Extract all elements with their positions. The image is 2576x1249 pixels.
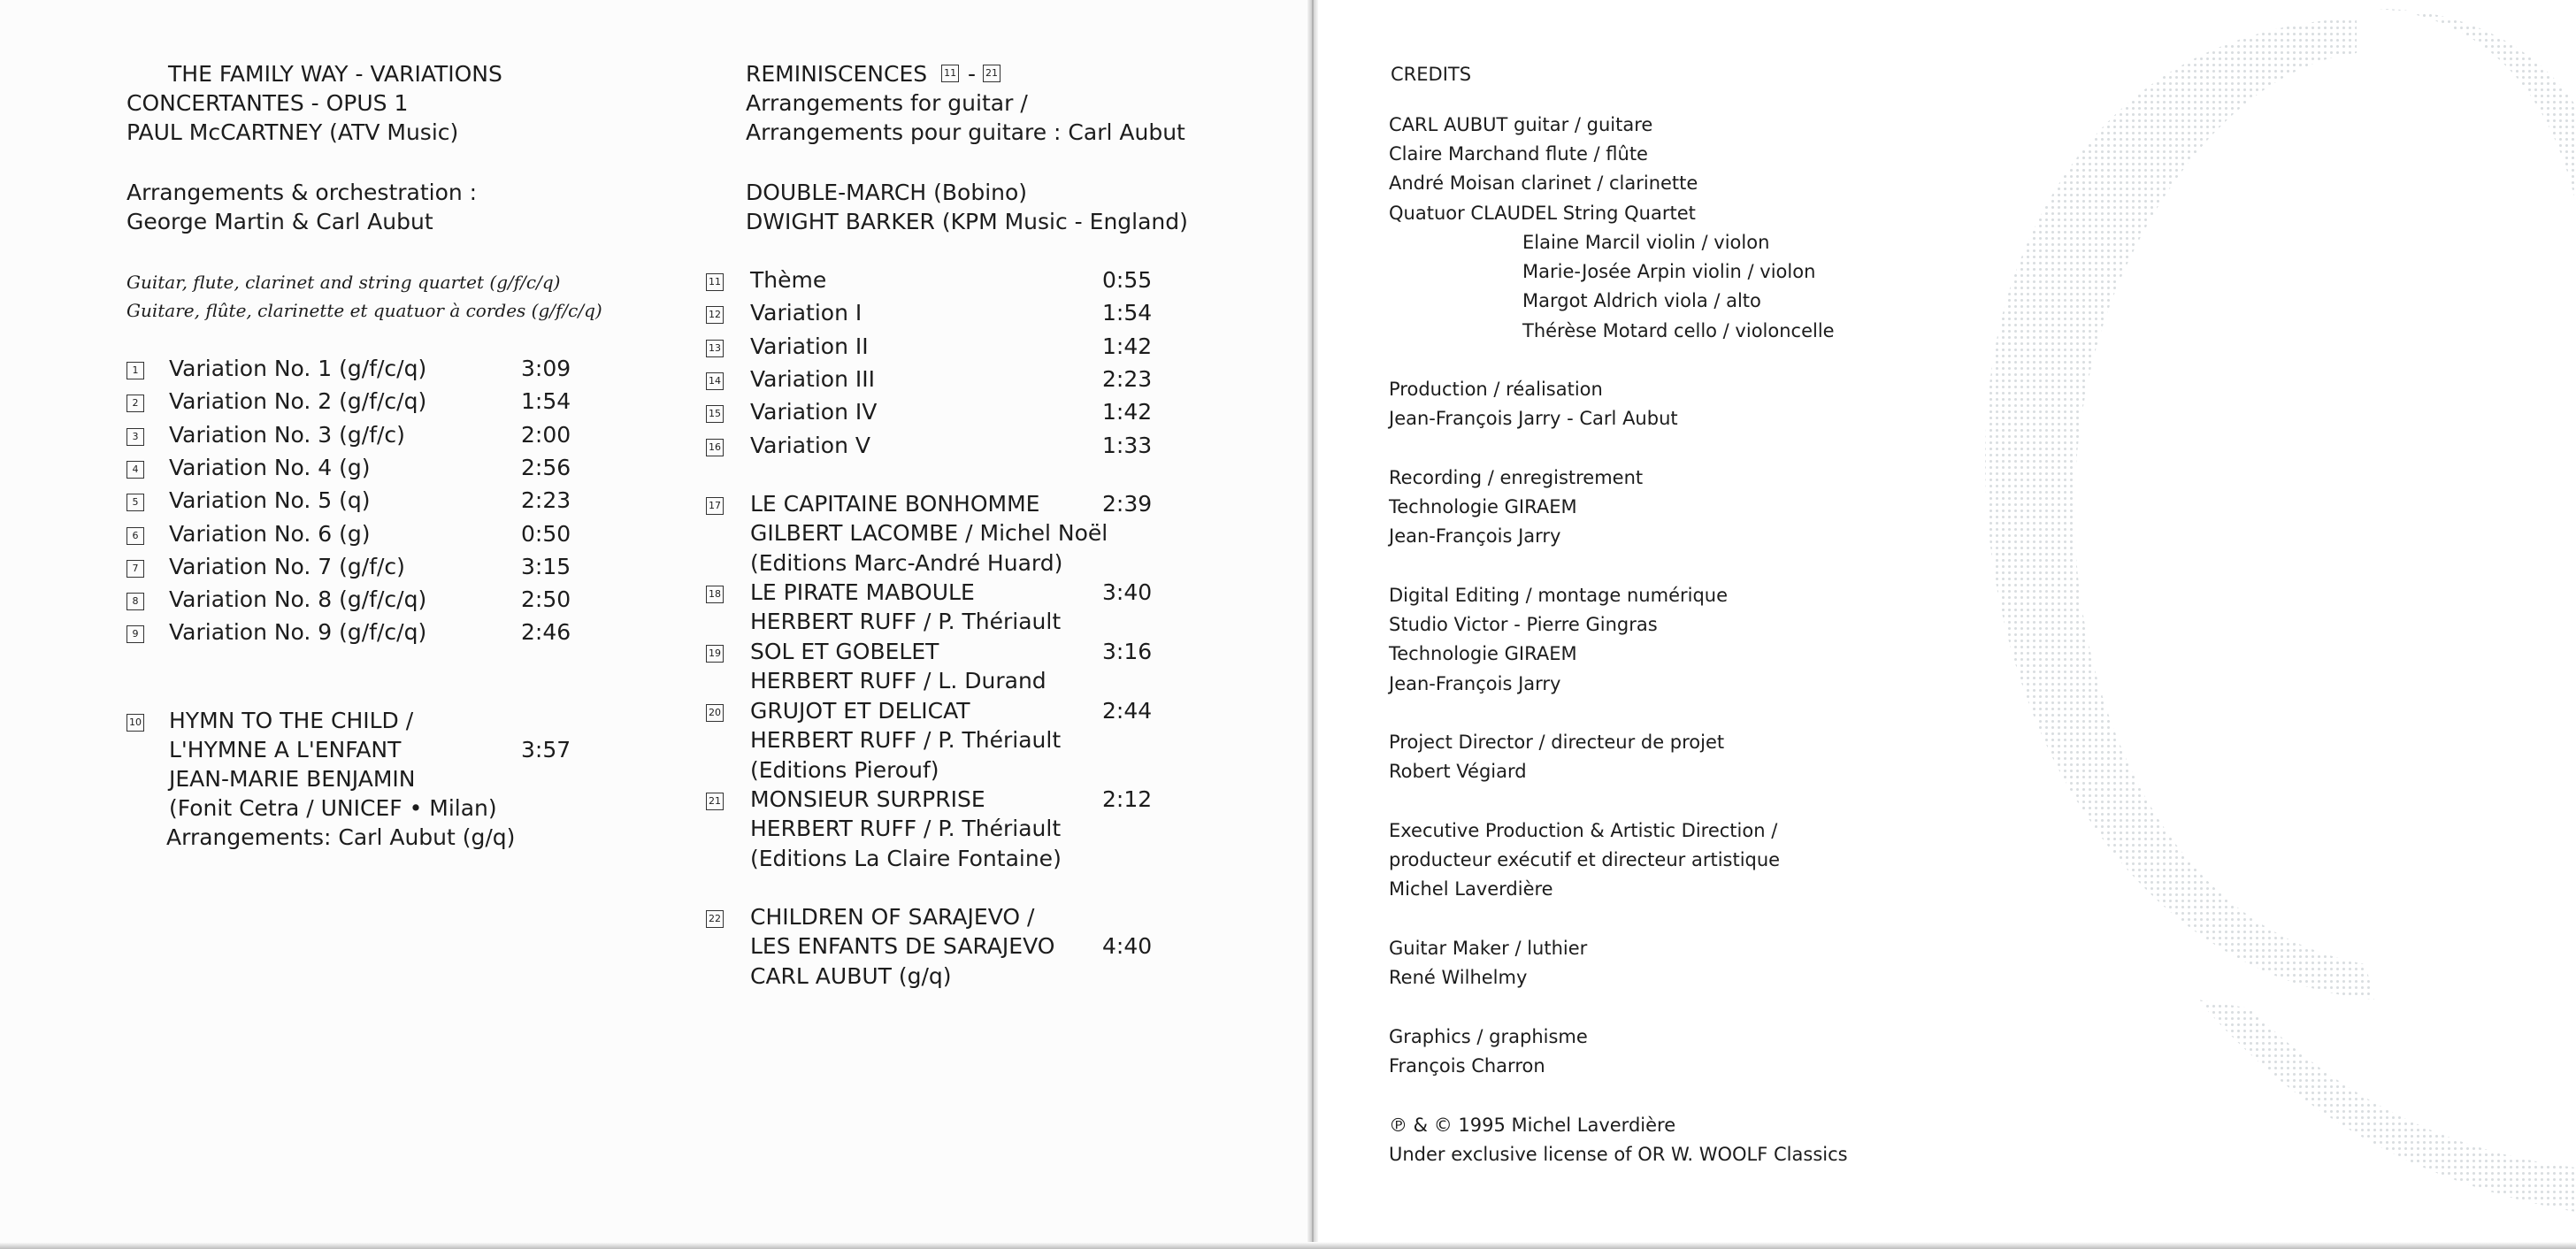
piece-line: HERBERT RUFF / L. Durand	[750, 668, 1046, 694]
track-title: Variation No. 3 (g/f/c)	[169, 421, 405, 448]
track-18	[706, 578, 1201, 635]
track-duration: 2:12	[1102, 786, 1153, 812]
quartet-member: Margot Aldrich viola / alto	[1522, 290, 1761, 312]
piece-line: LES ENFANTS DE SARAJEVO	[750, 933, 1055, 960]
track-duration: 0:50	[521, 520, 571, 547]
reminiscences-arr-en: Arrangements for guitar /	[746, 90, 1028, 116]
credit-line: ℗ & © 1995 Michel Laverdière	[1389, 1115, 1676, 1136]
credit-line: Jean-François Jarry	[1389, 525, 1561, 548]
track-20	[706, 696, 1201, 783]
piece-line: LE CAPITAINE BONHOMME	[750, 491, 1040, 517]
piece-line: HERBERT RUFF / P. Thériault	[750, 609, 1062, 635]
composer-line: PAUL McCARTNEY (ATV Music)	[126, 119, 459, 145]
track-5	[126, 486, 657, 518]
musician-line: Claire Marchand flute / flûte	[1389, 143, 1648, 165]
track-number-badge: 7	[126, 560, 144, 578]
track-title: Variation No. 6 (g)	[169, 520, 371, 547]
credit-line: Under exclusive license of OR W. WOOLF Classics	[1389, 1144, 1848, 1166]
track-4	[126, 453, 657, 486]
track-duration: 2:23	[521, 487, 571, 514]
hymn-line4: (Fonit Cetra / UNICEF • Milan)	[169, 795, 497, 821]
track-number-badge: 8	[126, 593, 144, 610]
track-19	[706, 637, 1201, 694]
track-number-badge: 13	[706, 340, 724, 357]
piece-line: SOL ET GOBELET	[750, 639, 939, 664]
credit-line: Michel Laverdière	[1389, 878, 1553, 900]
credit-line: Robert Végiard	[1389, 761, 1527, 783]
track-number-badge: 22	[706, 910, 724, 928]
track-duration: 4:40	[1102, 933, 1153, 960]
track-duration: 2:00	[521, 421, 571, 448]
credit-line: René Wilhelmy	[1389, 967, 1528, 989]
booklet-fold	[1307, 0, 1318, 1249]
track-3	[126, 420, 657, 453]
piece-line: (Editions Pierouf)	[750, 756, 939, 783]
track-duration: 3:16	[1102, 639, 1153, 664]
track-title: Variation II	[750, 333, 869, 359]
track-title: Variation No. 5 (q)	[169, 487, 371, 514]
arrangements-label: Arrangements & orchestration :	[126, 180, 478, 205]
double-march-title: DOUBLE-MARCH (Bobino)	[746, 180, 1028, 205]
piece-line: MONSIEUR SURPRISE	[750, 786, 985, 812]
suite-title-line2: CONCERTANTES - OPUS 1	[126, 90, 409, 116]
piece-line: (Editions Marc-André Huard)	[750, 549, 1063, 576]
track-7	[126, 552, 657, 585]
credit-line: Jean-François Jarry - Carl Aubut	[1389, 408, 1678, 430]
track-title: Variation No. 9 (g/f/c/q)	[169, 619, 427, 646]
piece-line: HERBERT RUFF / P. Thériault	[750, 816, 1062, 842]
piece-line: CHILDREN OF SARAJEVO /	[750, 904, 1035, 930]
track-11	[706, 265, 1184, 298]
track-duration: 1:33	[1102, 432, 1153, 458]
track-duration: 1:54	[1102, 300, 1153, 326]
instrumentation-fr: Guitare, flûte, clarinette et quatuor à cordes (g/f/c/q)	[126, 300, 602, 321]
track-number-badge: 1	[126, 362, 144, 379]
track-title: Variation No. 2 (g/f/c/q)	[169, 388, 427, 415]
track-duration: 2:46	[521, 619, 571, 646]
track-duration: 3:15	[521, 553, 571, 579]
credit-line: Project Director / directeur de projet	[1389, 732, 1725, 753]
track-number-badge: 12	[706, 306, 724, 324]
track-duration: 3:09	[521, 356, 571, 381]
piece-line: LE PIRATE MABOULE	[750, 579, 975, 605]
track-number-badge: 14	[706, 372, 724, 390]
credit-line: Jean-François Jarry	[1389, 672, 1561, 694]
track-number-badge: 2	[126, 395, 144, 412]
bottom-edge	[0, 1242, 2576, 1249]
track-number-badge: 3	[126, 428, 144, 446]
credit-line: François Charron	[1389, 1055, 1545, 1077]
musician-line: André Moisan clarinet / clarinette	[1389, 172, 1698, 195]
track-duration: 0:55	[1102, 267, 1153, 293]
track-16	[706, 431, 1184, 464]
credit-line: Executive Production & Artistic Direction /	[1389, 820, 1778, 841]
track-number-badge: 5	[126, 494, 144, 511]
track-9	[126, 617, 657, 650]
piece-line: CARL AUBUT (g/q)	[750, 962, 952, 989]
quartet-member: Thérèse Motard cello / violoncelle	[1522, 319, 1835, 341]
hymn-arrangements: Arrangements: Carl Aubut (g/q)	[166, 824, 516, 850]
track-22	[706, 902, 1201, 989]
reminiscences-label: REMINISCENCES	[746, 61, 928, 87]
track-title: Variation V	[750, 432, 870, 458]
track-duration: 3:40	[1102, 579, 1153, 605]
track-title: Variation III	[750, 365, 875, 392]
track-duration: 2:44	[1102, 698, 1153, 724]
track-number-badge: 15	[706, 405, 724, 423]
track-number-badge: 21	[706, 793, 724, 810]
track-title: Variation No. 4 (g)	[169, 454, 371, 480]
track-6	[126, 519, 657, 552]
credit-line: producteur exécutif et directeur artistique	[1389, 849, 1781, 871]
track-17	[706, 489, 1201, 576]
credit-line: Studio Victor - Pierre Gingras	[1389, 614, 1658, 636]
track-21	[706, 785, 1201, 871]
credit-line: Production / réalisation	[1389, 379, 1603, 400]
track-number-badge: 19	[706, 645, 724, 663]
track-title: Variation IV	[750, 399, 878, 425]
piece-line: GILBERT LACOMBE / Michel Noël	[750, 520, 1108, 547]
suite-title-line1: THE FAMILY WAY - VARIATIONS	[168, 61, 502, 87]
range-dash: -	[968, 61, 977, 87]
track-duration: 2:23	[1102, 365, 1153, 392]
credit-line: Digital Editing / montage numérique	[1389, 585, 1729, 606]
right-page	[1313, 0, 2576, 1249]
instrumentation-en: Guitar, flute, clarinet and string quartet (g/f/c/q)	[126, 272, 561, 293]
piece-line: HERBERT RUFF / P. Thériault	[750, 727, 1062, 754]
track-number-badge: 20	[706, 704, 724, 722]
track-title: Variation No. 7 (g/f/c)	[169, 553, 405, 579]
track-duration: 2:39	[1102, 491, 1153, 517]
credit-line: Recording / enregistrement	[1389, 467, 1644, 488]
track-duration: 1:42	[1102, 399, 1153, 425]
quartet-member: Marie-Josée Arpin violin / violon	[1522, 261, 1816, 283]
track-title: Thème	[750, 267, 827, 293]
reminiscences-title	[746, 59, 1002, 89]
track-number-badge: 6	[126, 527, 144, 545]
track-duration: 2:50	[521, 586, 571, 613]
credit-line: Technologie GIRAEM	[1389, 496, 1577, 518]
track-number-badge: 10	[126, 714, 144, 732]
credit-line: Technologie GIRAEM	[1389, 643, 1577, 665]
credits-title: CREDITS	[1391, 64, 1472, 85]
musician-line: Quatuor CLAUDEL String Quartet	[1389, 202, 1696, 224]
piece-line: GRUJOT ET DELICAT	[750, 698, 970, 724]
track-2	[126, 387, 657, 419]
track-8	[126, 585, 657, 617]
hymn-duration: 3:57	[521, 737, 571, 762]
hymn-line3: JEAN-MARIE BENJAMIN	[169, 766, 416, 792]
track-duration: 2:56	[521, 454, 571, 480]
quartet-member: Elaine Marcil violin / violon	[1522, 232, 1770, 253]
track-duration: 1:42	[1102, 333, 1153, 359]
double-march-composer: DWIGHT BARKER (KPM Music - England)	[746, 209, 1188, 234]
track-title: Variation No. 8 (g/f/c/q)	[169, 586, 427, 613]
credit-line: Guitar Maker / luthier	[1389, 938, 1588, 959]
piece-line: (Editions La Claire Fontaine)	[750, 845, 1062, 871]
track-1	[126, 354, 657, 387]
track-number-badge: 16	[706, 439, 724, 456]
track-number-badge: 9	[126, 625, 144, 643]
track-number-badge: 18	[706, 586, 724, 603]
track-15	[706, 397, 1184, 430]
track-title: Variation I	[750, 300, 862, 326]
track-number-badge: 11	[706, 273, 724, 291]
arrangements-names: George Martin & Carl Aubut	[126, 209, 433, 234]
track-12	[706, 298, 1184, 331]
range-start-badge: 11	[941, 65, 959, 82]
track-number-badge: 17	[706, 497, 724, 515]
reminiscences-arr-fr: Arrangements pour guitare : Carl Aubut	[746, 119, 1185, 145]
hymn-line1: HYMN TO THE CHILD /	[169, 708, 414, 733]
musician-line: CARL AUBUT guitar / guitare	[1389, 114, 1653, 135]
track-title: Variation No. 1 (g/f/c/q)	[169, 356, 427, 381]
range-end-badge: 21	[983, 65, 1000, 82]
hymn-line2: L'HYMNE A L'ENFANT	[169, 737, 402, 762]
track-14	[706, 364, 1184, 397]
track-13	[706, 332, 1184, 364]
track-number-badge: 4	[126, 461, 144, 479]
track-duration: 1:54	[521, 388, 571, 415]
credit-line: Graphics / graphisme	[1389, 1026, 1588, 1047]
